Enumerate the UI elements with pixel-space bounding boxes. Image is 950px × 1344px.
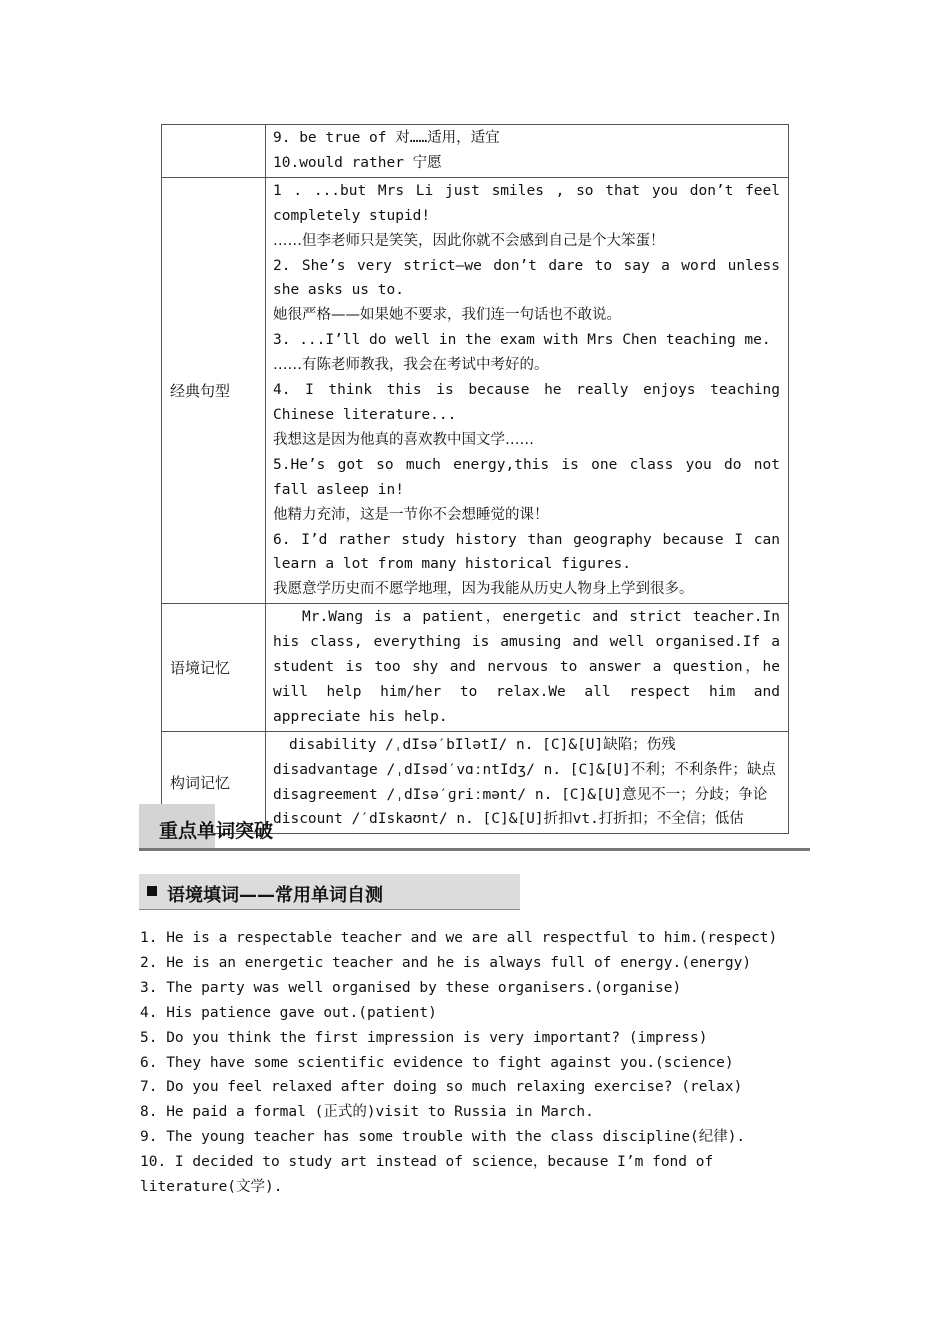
translation-line: ……有陈老师教我，我会在考试中考好的。 <box>273 357 549 374</box>
exercise-item: 2. He is an energetic teacher and he is always full of energy.(energy) <box>140 954 752 971</box>
exercise-item: 4. His patience gave out.(patient) <box>140 1004 437 1021</box>
row-content <box>266 177 789 603</box>
word-entry: disadvantage /ˌdIsəd′vɑːntIdʒ/ n. [C]&[U]不利；不利条件；缺点 <box>273 761 776 778</box>
section-title: 重点单词突破 <box>159 820 274 842</box>
sentence-line: 5.He’s got so much energy,this is one class you do not fall asleep in! <box>273 456 780 498</box>
phrase-line: 9. be true of 对……适用，适宜 <box>273 130 500 146</box>
row-content <box>266 604 789 732</box>
row-label: 构词记忆 <box>162 731 266 834</box>
exercise-list <box>140 926 812 1200</box>
row-label: 经典句型 <box>162 177 266 603</box>
phrase-line: 10.would rather 宁愿 <box>273 154 442 171</box>
word-entry: disagreement /ˌdIsə′ɡriːmənt/ n. [C]&[U]意见不一；分歧；争论 <box>273 786 768 803</box>
context-paragraph: Mr.Wang is a patient，energetic and strict teacher.In his class, everything is amusing and well organised.If a student is too shy and nervous to answer a question，he will help him/her to relax.We all respect him and appreciate his help. <box>273 609 780 725</box>
exercise-item: 10. I decided to study art instead of science，because I’m fond of literature(文学). <box>140 1154 714 1196</box>
translation-line: 我愿意学历史而不愿学地理，因为我能从历史人物身上学到很多。 <box>273 581 694 598</box>
translation-line: 她很严格——如果她不要求，我们连一句话也不敢说。 <box>273 307 621 324</box>
section-header <box>139 804 810 851</box>
exercise-item: 6. They have some scientific evidence to fight against you.(science) <box>140 1054 734 1071</box>
exercise-item: 5. Do you think the first impression is very important? (impress) <box>140 1029 708 1046</box>
exercise-item: 7. Do you feel relaxed after doing so much relaxing exercise? (relax) <box>140 1079 743 1096</box>
translation-line: 我想这是因为他真的喜欢教中国文学…… <box>273 431 534 448</box>
sentence-line: 4. I think this is because he really enjoys teaching Chinese literature... <box>273 382 780 423</box>
table-row <box>162 177 789 603</box>
subsection-title: 语境填词——常用单词自测 <box>167 885 383 906</box>
row-label: 语境记忆 <box>162 604 266 732</box>
sentence-line: 6. I’d rather study history than geography because I can learn a lot from many historical figures. <box>273 531 780 573</box>
subsection-header <box>139 874 520 910</box>
square-bullet-icon <box>147 886 157 896</box>
row-content <box>266 125 789 178</box>
table-row <box>162 604 789 732</box>
exercise-item: 3. The party was well organised by these organisers.(organise) <box>140 979 682 996</box>
table-row <box>162 125 789 178</box>
summary-table <box>161 124 789 834</box>
exercise-item: 8. He paid a formal (正式的)visit to Russia in March. <box>140 1104 594 1121</box>
word-entry: disability /ˌdIsə′bIlətI/ n. [C]&[U]缺陷；伤残 <box>289 736 676 753</box>
sentence-line: 2. She’s very strict—we don’t dare to say a word unless she asks us to. <box>273 257 780 299</box>
translation-line: 他精力充沛，这是一节你不会想睡觉的课！ <box>273 506 549 523</box>
row-label <box>162 125 266 178</box>
exercise-item: 9. The young teacher has some trouble with the class discipline(纪律). <box>140 1129 746 1146</box>
word-entry: discount /′dIskaʊnt/ n. [C]&[U]折扣vt.打折扣；不全信；低估 <box>273 811 744 828</box>
translation-line: ……但李老师只是笑笑，因此你就不会感到自己是个大笨蛋！ <box>273 232 665 249</box>
sentence-line: 1 . ...but Mrs Li just smiles , so that you don’t feel completely stupid! <box>273 182 780 224</box>
exercise-item: 1. He is a respectable teacher and we are all respectful to him.(respect) <box>140 930 778 946</box>
sentence-line: 3. ...I’ll do well in the exam with Mrs Chen teaching me. <box>273 332 771 349</box>
